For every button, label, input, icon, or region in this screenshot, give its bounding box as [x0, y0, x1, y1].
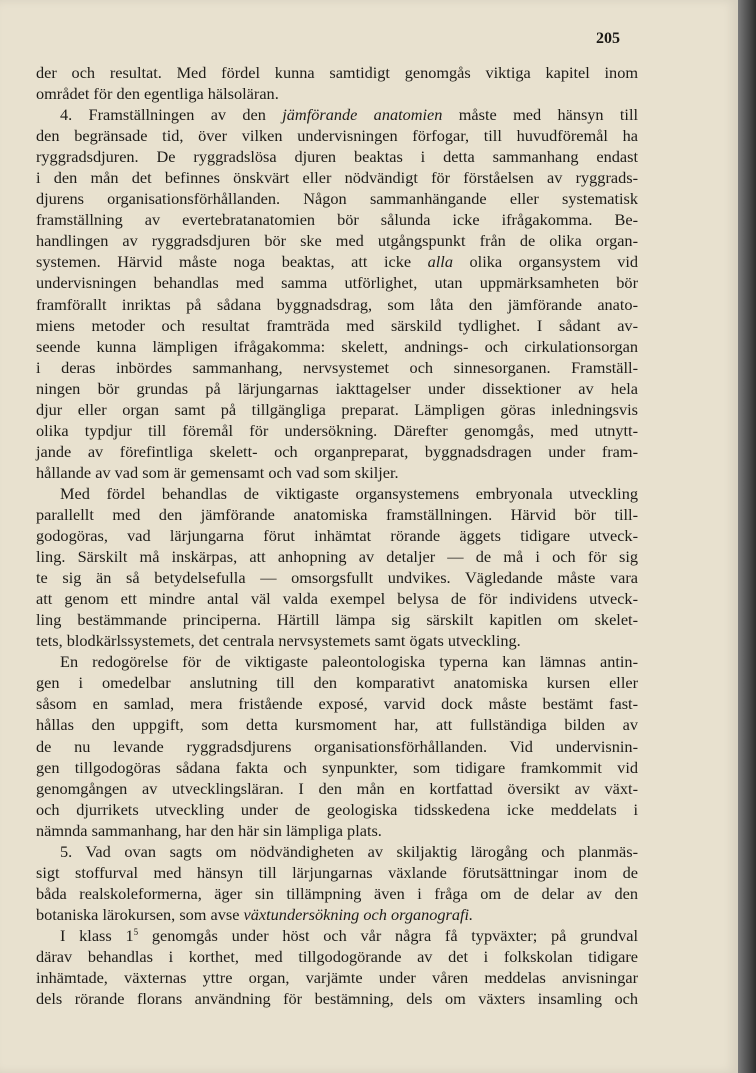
text-line: nämnda sammanhang, har den här sin lämpliga plats. [36, 820, 382, 840]
text-line: dels rörande florans användning för bestämning, dels om växters insamling och [36, 989, 638, 1009]
text-line: jande av förefintliga skelett- och organpreparat, byggnadsdragen under fram- [36, 441, 638, 461]
text-line: djur eller organ samt på tillgängliga preparat. Lämpligen göras inledningsvis [36, 399, 638, 419]
text-line: den begränsade tid, över vilken undervisningen förfogar, till huvudföremål ha [36, 126, 638, 146]
text-line: och djurrikets utveckling under de geologiska tidsskedena icke meddelats i [36, 799, 638, 819]
page-number: 205 [596, 30, 620, 47]
text-line: der och resultat. Med fördel kunna samtidigt genomgås viktiga kapitel inom [36, 63, 638, 82]
text-line: i deras inbördes sammanhang, nervsystemet och sinnesorganen. Framställ- [36, 357, 638, 377]
text-line: parallellt med den jämförande anatomiska framställningen. Härvid bör till- [36, 504, 638, 524]
text-line: te sig än så betydelsefulla — omsorgsfullt undvikes. Vägledande måste vara [36, 568, 638, 588]
text-line: såsom en samlad, mera fristående exposé, varvid dock måste bestämt fast- [36, 694, 638, 714]
text-line: ling bestämmande principerna. Härtill lämpa sig särskilt kapitlen om skelet- [36, 610, 638, 630]
text-line: godogöras, vad lärjungarna förut inhämtat rörande äggets tidigare utveck- [36, 526, 638, 546]
text-line: undervisningen behandlas med samma utförlighet, utan uppmärksamheten bör [36, 273, 638, 293]
text-line: ling. Särskilt må inskärpas, att anhopning av detaljer — de må i och för sig [36, 547, 638, 567]
text-line: ryggradsdjuren. De ryggradslösa djuren beaktas i detta sammanhang endast [36, 147, 638, 167]
text-line: I klass $1^5$ genomgås under höst och vår några få typväxter; på grundval [60, 925, 639, 945]
text-line: systemen. Härvid måste noga beaktas, att icke alla olika organsystem vid [36, 252, 638, 272]
text-line: ningen bör grundas på lärjungarnas iakttagelser under dissektioner av hela [36, 378, 638, 398]
text-line: sigt stoffurval med hänsyn till lärjungarnas växlande förutsättningar inom de [36, 862, 638, 882]
text-line: därav behandlas i korthet, med tillgodogörande av det i folkskolan tidigare [36, 946, 638, 966]
text-line: olika typdjur till föremål för undersökning. Därefter genomgås, med utnytt- [36, 420, 638, 440]
text-line: gen tillgodogöras sådana fakta och synpunkter, som tidigare framkommit vid [36, 757, 638, 777]
text-line: 4. Framställningen av den jämförande anatomien måste med hänsyn till [60, 105, 639, 125]
text-line: inhämtade, växternas yttre organ, varjämte under våren meddelas anvisningar [36, 968, 638, 988]
text-line: hållas den uppgift, som detta kursmoment har, att fullständiga bilden av [36, 715, 638, 735]
text-line: En redogörelse för de viktigaste paleontologiska typerna kan lämnas antin- [60, 652, 638, 672]
text-line: djurens organisationsförhållanden. Någon sammanhängande eller systematisk [36, 189, 638, 209]
text-line: båda realskoleformerna, äger sin tillämpning även i fråga om de delar av den [36, 883, 638, 903]
text-line: att genom ett mindre antal väl valda exempel belysa de för individens utveck- [36, 589, 638, 609]
text-line: gen i omedelbar anslutning till den komparativt anatomiska kursen eller [36, 673, 638, 693]
text-line: framförallt inriktas på sådana byggnadsdrag, som låta den jämförande anato- [36, 294, 638, 314]
text-line: Med fördel behandlas de viktigaste organsystemens embryonala utveckling [60, 483, 638, 503]
text-line: framställning av evertebratanatomien bör sålunda icke ifrågakomma. Be- [36, 210, 638, 230]
text-line: de nu levande ryggradsdjurens organisationsförhållanden. Vid undervisnin- [36, 736, 638, 756]
page-edge-shadow [738, 0, 756, 1073]
text-line: miens metoder och resultat framträda med särskild tydlighet. I sådant av- [36, 315, 638, 335]
text-line: området för den egentliga hälsoläran. [36, 84, 279, 104]
text-line: seende kunna lämpligen ifrågakomma: skelett, andnings- och cirkulationsorgan [36, 336, 638, 356]
text-line: i den mån det befinnes önskvärt eller nödvändigt för förståelsen av ryggrads- [36, 168, 638, 188]
text-line: genomgången av utvecklingsläran. I den mån en kortfattad översikt av växt- [36, 778, 638, 798]
text-line: hållande av vad som är gemensamt och vad som skiljer. [36, 462, 399, 482]
text-line: handlingen av ryggradsdjuren bör ske med utgångspunkt från de olika organ- [36, 231, 638, 251]
body-text [36, 62, 638, 1009]
text-line: botaniska lärokursen, som avse växtundersökning och organografi. [36, 904, 474, 924]
text-line: 5. Vad ovan sagts om nödvändigheten av skiljaktig lärogång och planmäs- [60, 841, 638, 861]
text-line: tets, blodkärlssystemets, det centrala nervsystemets samt ögats utveckling. [36, 631, 521, 651]
